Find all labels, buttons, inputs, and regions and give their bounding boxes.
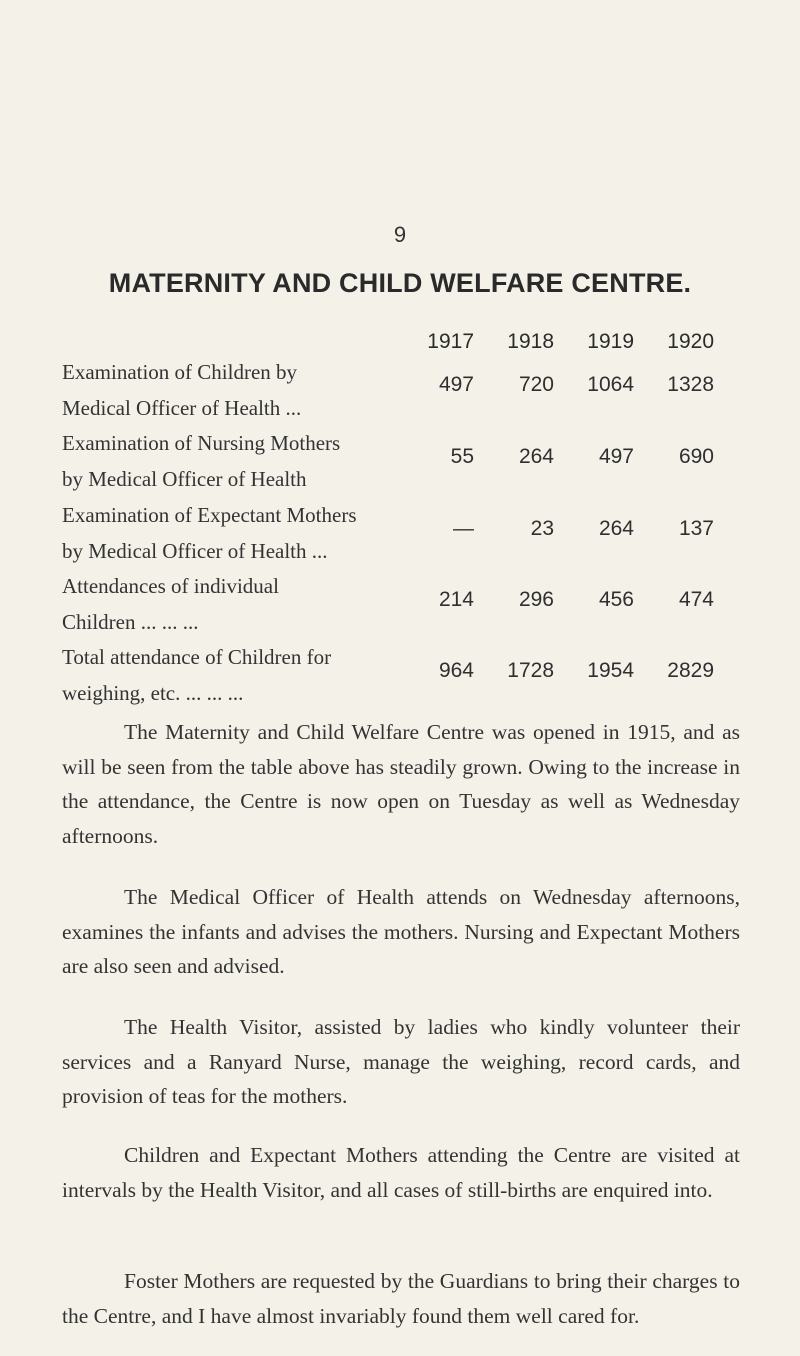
table-cell: 964: [438, 659, 474, 682]
table-cell: 474: [678, 588, 714, 611]
table-cell: 497: [438, 373, 474, 396]
page-title: MATERNITY AND CHILD WELFARE CENTRE.: [108, 268, 692, 298]
table-cell: 1328: [667, 373, 714, 396]
table-row-label: [62, 568, 442, 640]
table-cell: 1728: [507, 659, 554, 682]
table-cell: 456: [598, 588, 634, 611]
year-header-1918: 1918: [507, 330, 554, 353]
row-label-line: Examination of Children by: [62, 360, 298, 384]
year-header-1920: 1920: [667, 330, 714, 353]
table-cell: 690: [678, 445, 714, 468]
table-cell: —: [453, 517, 474, 540]
row-label-line: weighing, etc. ... ... ...: [62, 681, 244, 705]
table-cell: 55: [450, 445, 474, 468]
row-label-line: by Medical Officer of Health ...: [62, 539, 328, 563]
paragraph: The Medical Officer of Health attends on Wednesday afternoons, examines the infants and advises the mothers. Nursing and Expectant Mothers are also seen and advised.: [62, 885, 740, 978]
year-header-1919: 1919: [587, 330, 634, 353]
page-number: 9: [393, 222, 407, 247]
table-cell: 264: [598, 517, 634, 540]
table-cell: 720: [518, 373, 554, 396]
table-cell: 214: [438, 588, 474, 611]
table-row-label: [62, 354, 442, 426]
row-label-line: Attendances of individual: [62, 574, 279, 598]
table-cell: 1064: [587, 373, 634, 396]
paragraph: Children and Expectant Mothers attending the Centre are visited at intervals by the Health Visitor, and all cases of still-births are enquired into.: [62, 1143, 740, 1202]
table-cell: 296: [518, 588, 554, 611]
row-label-line: by Medical Officer of Health: [62, 467, 307, 491]
table-cell: 1954: [587, 659, 634, 682]
paragraph: Foster Mothers are requested by the Guardians to bring their charges to the Centre, and I have almost invariably found them well cared for.: [62, 1269, 740, 1328]
row-label-line: Examination of Expectant Mothers: [62, 503, 357, 527]
row-label-line: Children ... ... ...: [62, 610, 199, 634]
table-cell: 2829: [667, 659, 714, 682]
table-row-label: [62, 425, 442, 497]
year-header-1917: 1917: [427, 330, 474, 353]
table-row-label: [62, 497, 442, 569]
table-row-label: [62, 639, 442, 711]
row-label-line: Medical Officer of Health ...: [62, 396, 302, 420]
table-cell: 23: [530, 517, 554, 540]
paragraph: The Health Visitor, assisted by ladies who kindly volunteer their services and a Ranyard Nurse, manage the weighing, record cards, and provision of teas for the mothers.: [62, 1015, 740, 1108]
table-cell: 264: [518, 445, 554, 468]
row-label-line: Examination of Nursing Mothers: [62, 431, 341, 455]
table-cell: 137: [678, 517, 714, 540]
table-cell: 497: [598, 445, 634, 468]
paragraph: The Maternity and Child Welfare Centre was opened in 1915, and as will be seen from the table above has steadily grown. Owing to the increase in the attendance, the Centre is now open on Tuesday as well as Wednesday afternoons.: [62, 720, 740, 848]
row-label-line: Total attendance of Children for: [62, 645, 332, 669]
